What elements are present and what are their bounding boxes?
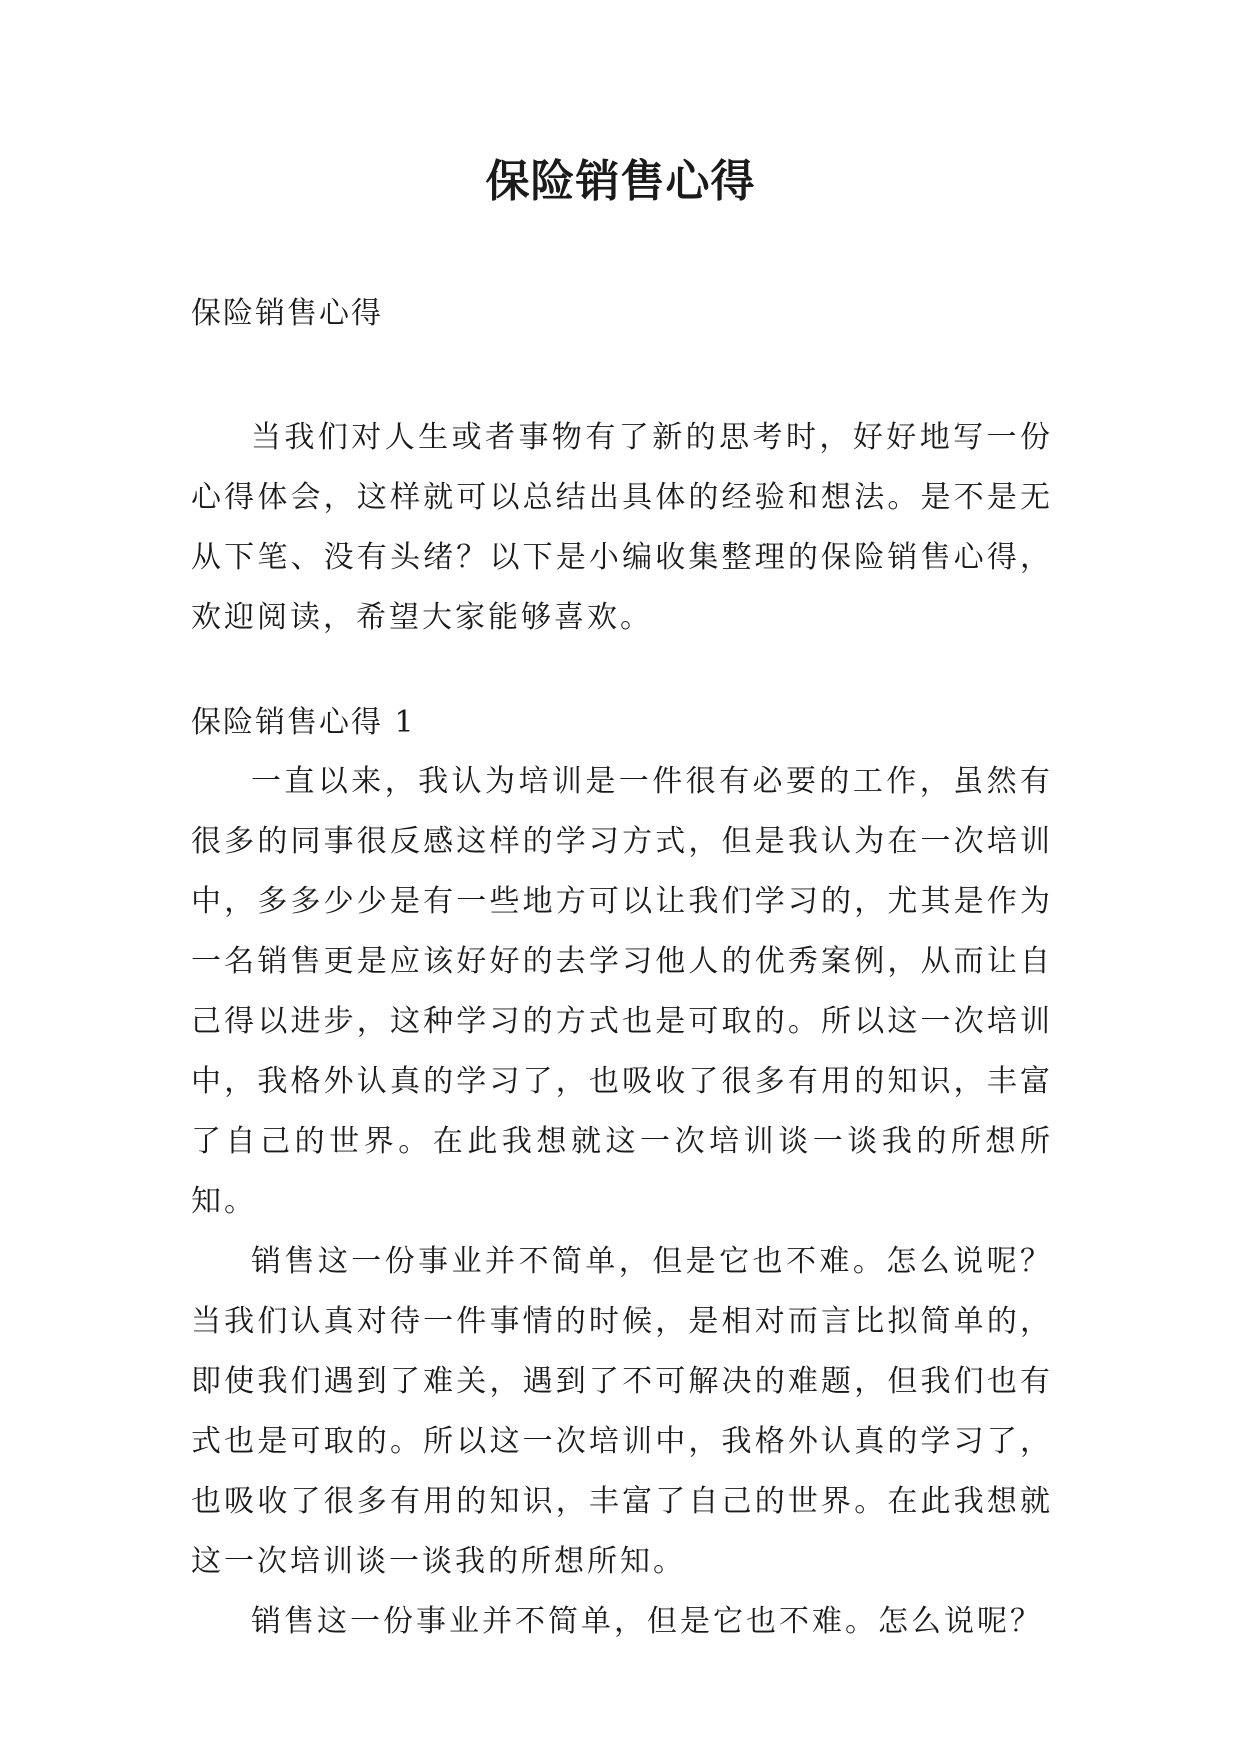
section-1-heading: 保险销售心得 1 — [191, 705, 416, 740]
document-title: 保险销售心得 — [485, 156, 756, 207]
section-1-body — [191, 752, 1053, 1652]
intro-paragraph: 当我们对人生或者事物有了新的思考时，好好地写一份心得体会，这样就可以总结出具体的经验和想法。是不是无从下笔、没有头绪？以下是小编收集整理的保险销售心得，欢迎阅读，希望大家能够喜欢。 — [191, 420, 1053, 635]
document-subtitle: 保险销售心得 — [191, 296, 383, 331]
intro-section — [191, 408, 1053, 648]
section-1-paragraph-3: 销售这一份事业并不简单，但是它也不难。怎么说呢？ — [251, 1604, 1043, 1639]
section-1-paragraph-1: 一直以来，我认为培训是一件很有必要的工作，虽然有很多的同事很反感这样的学习方式，但是我认为在一次培训中，多多少少是有一些地方可以让我们学习的，尤其是作为一名销售更是应该好好的去学习他人的优秀案例，从而让自己得以进步，这种学习的方式也是可取的。所以这一次培训中，我格外认真的学习了，也吸收了很多有用的知识，丰富了自己的世界。在此我想就这一次培训谈一谈我的所想所知。 — [191, 764, 1053, 1219]
section-1-paragraph-2: 销售这一份事业并不简单，但是它也不难。怎么说呢？当我们认真对待一件事情的时候，是相对而言比拟简单的，即使我们遇到了难关，遇到了不可解决的难题，但我们也有式也是可取的。所以这一次培训中，我格外认真的学习了，也吸收了很多有用的知识，丰富了自己的世界。在此我想就这一次培训谈一谈我的所想所知。 — [191, 1244, 1053, 1579]
